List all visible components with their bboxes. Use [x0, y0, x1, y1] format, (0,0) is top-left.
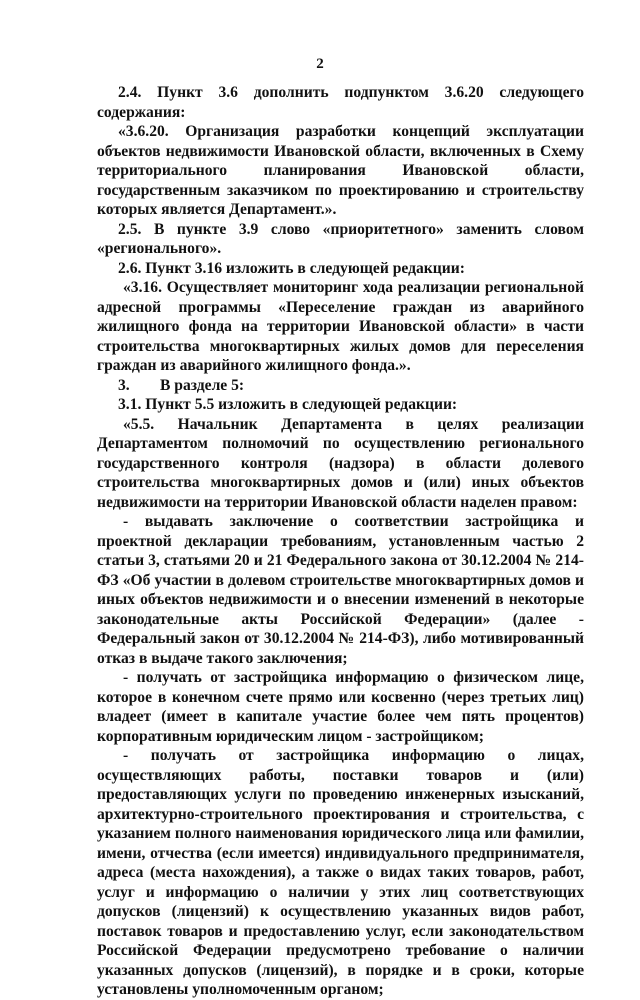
section-3-number: 3. — [118, 376, 130, 394]
quote-3-16: «3.16. Осуществляет мониторинг хода реализации региональной адресной программы «Переселение граждан из аварийного жилищного фонда на территории Ивановской области» в части строительства многоквартирных жилых домов для переселения граждан из аварийного жилищного фонда.». — [97, 279, 584, 374]
list-item-physical-person: - получать от застройщика информацию о физическом лице, которое в конечном счете прямо или косвенно (через третьих лиц) владеет (имеет в капитале участие более чем пять процентов) корпоративным юридическим лицом - застройщиком; — [97, 669, 584, 745]
page-number: 2 — [316, 56, 324, 72]
quote-5-5: «5.5. Начальник Департамента в целях реализации Департаментом полномочий по осуществлению регионального государственного контроля (надзора) в области долевого строительства многоквартирных домов и (или) иных объектов недвижимости на территории Ивановской области наделен правом: — [97, 415, 584, 511]
paragraph-2-5: 2.5. В пункте 3.9 слово «приоритетного» заменить словом «регионального». — [97, 220, 584, 257]
section-3-heading — [97, 376, 584, 396]
paragraph-2-4: 2.4. Пункт 3.6 дополнить подпунктом 3.6.20 следующего содержания: — [97, 84, 584, 121]
paragraph-2-6: 2.6. Пункт 3.16 изложить в следующей редакции: — [118, 259, 465, 277]
list-item-conclusion: - выдавать заключение о соответствии застройщика и проектной декларации требованиям, установленным частью 2 статьи 3, статьями 20 и 21 Федерального закона от 30.12.2004 № 214-ФЗ «Об участии в долевом строительстве многоквартирных домов и иных объектов недвижимости и о внесении изменений в некоторые законодательные акты Российской Федерации» (далее - Федеральный закон от 30.12.2004 № 214-ФЗ), либо мотивированный отказ в выдаче такого заключения; — [97, 513, 584, 667]
list-item-contractors: - получать от застройщика информацию о лицах, осуществляющих работы, поставки товаров и (или) предоставляющих услуги по проведению инженерных изысканий, архитектурно-строительного проектирования и строительства, с указанием полного наименования юридического лица или фамилии, имени, отчества (если имеется) индивидуального предпринимателя, адреса (места нахождения), а также о видах таких товаров, работ, услуг и информацию о наличии у этих лиц соответствующих допусков (лицензий) к осуществлению указанных видов работ, поставок товаров и предоставлению услуг, если законодательством Российской Федерации предусмотрено требование о наличии указанных допусков (лицензий), в порядке и в сроки, которые установлены уполномоченным органом; — [97, 747, 584, 998]
document-body — [97, 83, 584, 1000]
paragraph-3-1: 3.1. Пункт 5.5 изложить в следующей редакции: — [118, 396, 458, 413]
quote-3-6-20: «3.6.20. Организация разработки концепций эксплуатации объектов недвижимости Ивановской области, включенных в Схему территориального планирования Ивановской области, государственным заказчиком по проектированию и строительству которых является Департамент.». — [97, 123, 584, 218]
section-3-title: В разделе 5: — [160, 376, 245, 394]
